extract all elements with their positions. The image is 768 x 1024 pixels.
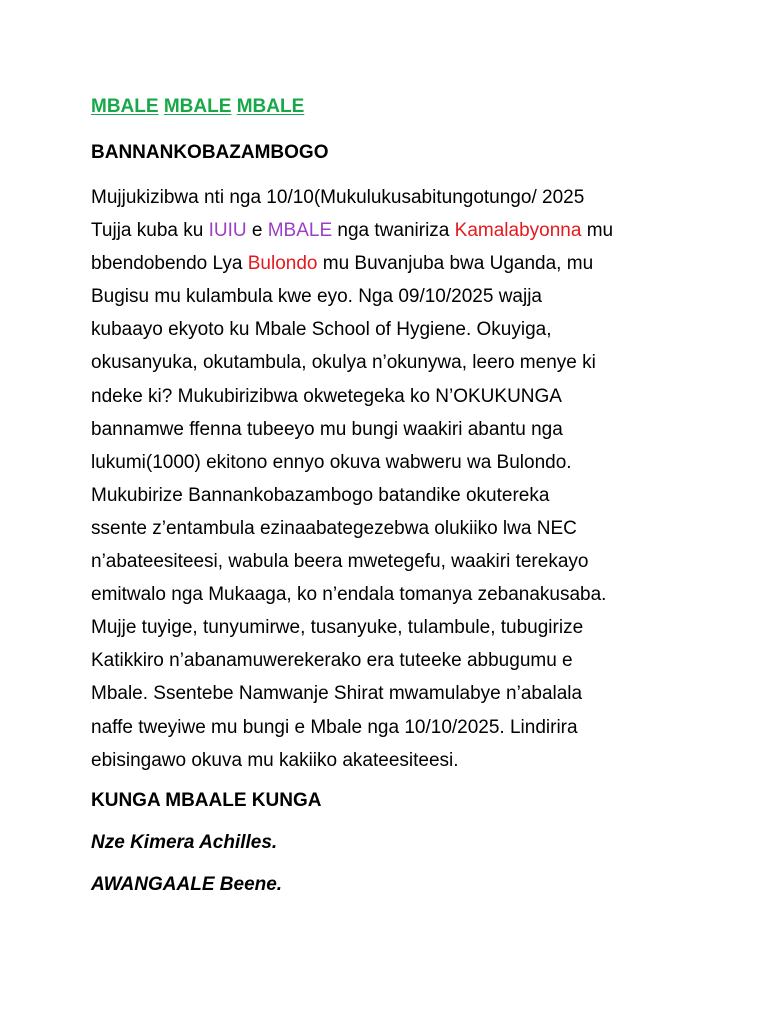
- highlight-iuiu: IUIU: [208, 220, 247, 242]
- body-text-segment: bbendobendo Lya: [91, 253, 248, 275]
- heading-link-mbale-1[interactable]: MBALE: [91, 96, 159, 117]
- heading-link-mbale-2[interactable]: MBALE: [163, 96, 232, 117]
- body-line: ndeke ki? Mukubirizibwa okwetegeka ko N’OKUKUNGA: [91, 385, 562, 407]
- body-text-segment: Tujja kuba ku: [91, 220, 209, 242]
- body-text-segment: e: [246, 220, 268, 242]
- signature-title: AWANGAALE Beene.: [91, 873, 283, 895]
- body-line: n’abateesiteesi, wabula beera mwetegefu, waakiri terekayo: [91, 551, 589, 573]
- document-title: BANNANKOBAZAMBOGO: [91, 142, 329, 163]
- highlight-mbale: MBALE: [267, 220, 333, 242]
- highlight-kamalabyonna: Kamalabyonna: [454, 220, 582, 242]
- body-line: [91, 247, 731, 280]
- highlight-bulondo: Bulondo: [247, 253, 318, 275]
- body-line: Mujje tuyige, tunyumirwe, tusanyuke, tulambule, tubugirize: [91, 617, 584, 639]
- body-text-segment: nga twaniriza: [332, 220, 455, 242]
- body-text-segment: mu: [581, 220, 614, 242]
- body-paragraph: [91, 181, 731, 777]
- heading-link-mbale-3[interactable]: MBALE: [236, 96, 305, 117]
- body-line: lukumi(1000) ekitono ennyo okuva wabweru wa Bulondo.: [91, 451, 572, 473]
- body-line: [91, 214, 731, 247]
- document-page: [91, 93, 731, 913]
- body-text-segment: mu Buvanjuba bwa Uganda, mu: [317, 253, 594, 275]
- signature-name: Nze Kimera Achilles.: [91, 831, 278, 853]
- heading-links: [91, 93, 731, 121]
- body-line: Bugisu mu kulambula kwe eyo. Nga 09/10/2025 wajja: [91, 286, 542, 308]
- body-line: ssente z’entambula ezinaabategezebwa olukiiko lwa NEC: [91, 517, 577, 539]
- body-line: naffe tweyiwe mu bungi e Mbale nga 10/10/2025. Lindirira: [91, 716, 578, 738]
- body-line: okusanyuka, okutambula, okulya n’okunywa, leero menye ki: [91, 352, 596, 374]
- body-line: kubaayo ekyoto ku Mbale School of Hygiene. Okuyiga,: [91, 319, 552, 341]
- body-line: emitwalo nga Mukaaga, ko n’endala tomanya zebanakusaba.: [91, 584, 607, 606]
- closing-slogan: KUNGA MBAALE KUNGA: [91, 789, 322, 811]
- body-line: ebisingawo okuva mu kakiiko akateesiteesi.: [91, 749, 459, 771]
- body-line: Mujjukizibwa nti nga 10/10(Mukulukusabitungotungo/ 2025: [91, 187, 585, 208]
- body-line: Mukubirize Bannankobazambogo batandike okutereka: [91, 484, 550, 506]
- body-line: bannamwe ffenna tubeeyo mu bungi waakiri abantu nga: [91, 418, 563, 440]
- body-line: Katikkiro n’abanamuwerekerako era tuteeke abbugumu e: [91, 650, 573, 672]
- body-line: Mbale. Ssentebe Namwanje Shirat mwamulabye n’abalala: [91, 683, 583, 705]
